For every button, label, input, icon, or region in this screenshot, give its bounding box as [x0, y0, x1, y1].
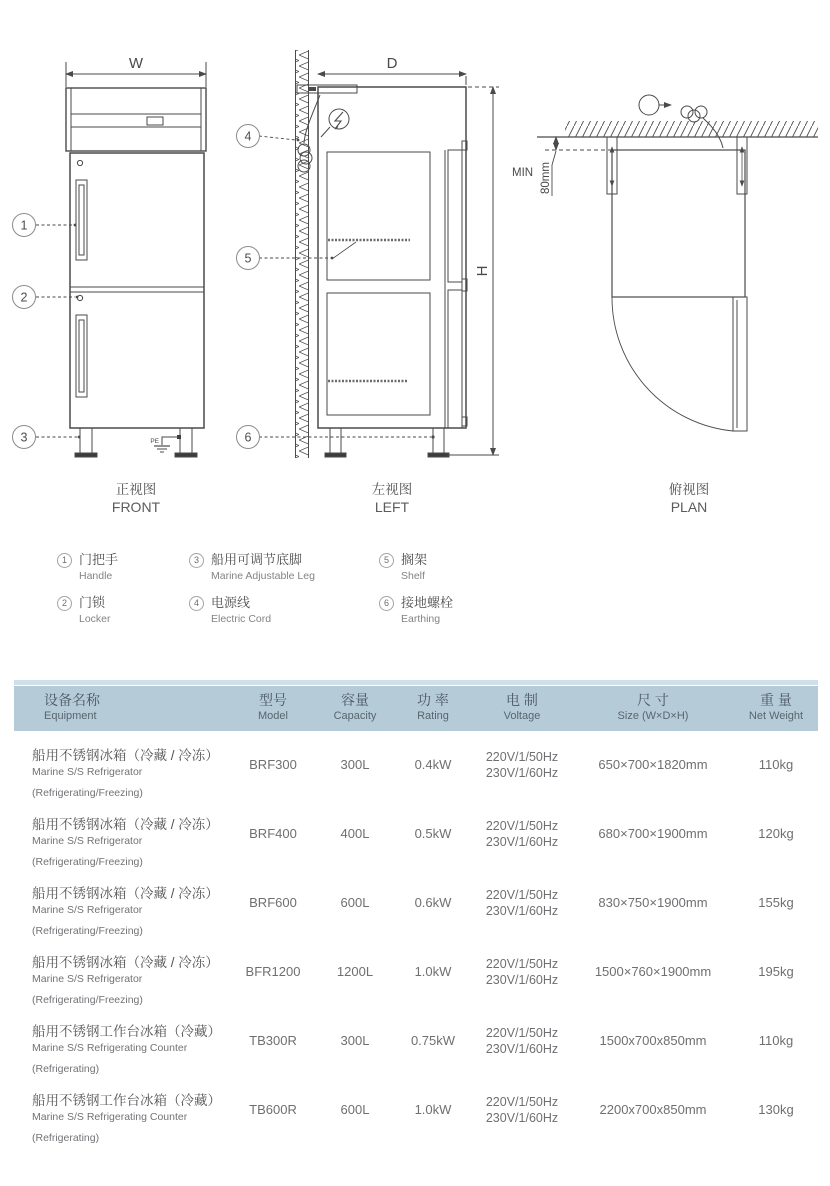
header-cell-voltage: 电 制 Voltage	[503, 692, 541, 722]
shelf-line	[328, 240, 410, 381]
equipment-name-cell: 船用不锈钢冰箱（冷藏 / 冷冻） Marine S/S Refrigerator (Refrigerating/Freezing)	[32, 748, 219, 799]
callout-6	[237, 426, 435, 449]
door-swing	[612, 297, 747, 431]
front-title-en: FRONT	[111, 499, 161, 515]
clearance-value-label: 80mm	[540, 162, 552, 194]
front-legs	[75, 428, 197, 457]
model-cell: TB600R	[249, 1102, 297, 1117]
legend-label-zh: 电源线	[211, 595, 251, 610]
equipment-name-cell: 船用不锈钢冰箱（冷藏 / 冷冻） Marine S/S Refrigerator (Refrigerating/Freezing)	[32, 817, 219, 868]
header-cell-rating: 功 率 Rating	[417, 692, 449, 722]
svg-text:4: 4	[244, 129, 252, 144]
table-row	[14, 1085, 818, 1154]
left-view-drawing	[237, 50, 500, 515]
equipment-name-cell: 船用不锈钢冰箱（冷藏 / 冷冻） Marine S/S Refrigerator (Refrigerating/Freezing)	[32, 886, 219, 937]
capacity-cell: 1200L	[336, 964, 374, 979]
front-view-drawing	[13, 55, 207, 515]
voltage-cell: 220V/1/50Hz 230V/1/60Hz	[485, 888, 559, 918]
spec-table-header	[14, 686, 818, 731]
plan-title-en: PLAN	[670, 499, 708, 515]
legend-number-badge: 1	[57, 553, 72, 568]
parts-legend	[0, 552, 830, 652]
weight-cell: 110kg	[758, 757, 794, 772]
spec-table	[14, 680, 818, 1154]
capacity-cell: 300L	[340, 1033, 370, 1048]
rating-cell: 0.75kW	[410, 1033, 456, 1048]
rating-cell: 0.5kW	[414, 826, 452, 841]
table-top-strip	[14, 680, 818, 685]
svg-text:1: 1	[20, 218, 28, 233]
svg-text:2: 2	[20, 290, 28, 305]
capacity-cell: 600L	[340, 895, 370, 910]
model-cell: BRF400	[249, 826, 297, 841]
legend-number-badge: 2	[57, 596, 72, 611]
legend-label-en: Handle	[79, 570, 113, 582]
size-cell: 1500×760×1900mm	[594, 964, 712, 979]
plan-title-zh: 俯视图	[668, 482, 710, 497]
voltage-cell: 220V/1/50Hz 230V/1/60Hz	[485, 1026, 559, 1056]
equipment-name-cell: 船用不锈钢冰箱（冷藏 / 冷冻） Marine S/S Refrigerator (Refrigerating/Freezing)	[32, 955, 219, 1006]
header-cell-capacity: 容量 Capacity	[333, 692, 377, 722]
door-lock-top	[77, 160, 82, 165]
model-cell: BFR1200	[245, 964, 301, 979]
door-handle-top	[76, 180, 87, 260]
weight-cell: 110kg	[758, 1033, 794, 1048]
table-row	[14, 878, 818, 947]
plug-icon	[639, 95, 671, 115]
legend-label-en: Electric Cord	[211, 613, 272, 625]
capacity-cell: 300L	[340, 757, 370, 772]
weight-cell: 155kg	[758, 895, 794, 910]
legend-label-zh: 门锁	[79, 595, 106, 610]
ground-symbol-icon	[150, 435, 181, 452]
size-cell: 650×700×1820mm	[598, 757, 708, 772]
legend-number-badge: 5	[379, 553, 394, 568]
model-cell: TB300R	[249, 1033, 297, 1048]
legend-number-badge: 3	[189, 553, 204, 568]
table-row	[14, 809, 818, 878]
door-lock-bottom	[77, 295, 82, 300]
technical-drawings	[0, 0, 830, 530]
left-title-zh: 左视图	[371, 482, 413, 497]
legend-label-en: Locker	[79, 613, 111, 625]
pe-label: PE	[150, 438, 159, 445]
svg-text:5: 5	[244, 251, 252, 266]
front-title-zh: 正视图	[115, 482, 157, 497]
equipment-name-cell: 船用不锈钢工作台冰箱（冷藏） Marine S/S Refrigerating Counter (Refrigerating)	[32, 1093, 221, 1144]
size-cell: 1500x700x850mm	[599, 1033, 707, 1048]
lightning-icon	[321, 109, 349, 137]
table-row	[14, 1016, 818, 1085]
legend-number-badge: 6	[379, 596, 394, 611]
legend-label-zh: 门把手	[79, 552, 119, 567]
legend-number-badge: 4	[189, 596, 204, 611]
legend-item	[189, 595, 315, 626]
legend-item	[189, 552, 315, 583]
wall-hatch	[296, 50, 309, 458]
header-cell-model: 型号 Model	[258, 692, 288, 722]
svg-text:3: 3	[20, 430, 28, 445]
size-cell: 830×750×1900mm	[598, 895, 708, 910]
rating-cell: 1.0kW	[414, 964, 452, 979]
plan-view-drawing	[512, 95, 818, 515]
ceiling-wall-hatch	[537, 121, 818, 137]
width-dim-label: W	[128, 55, 144, 72]
min-clearance-label: MIN	[512, 167, 534, 179]
voltage-cell: 220V/1/50Hz 230V/1/60Hz	[485, 819, 559, 849]
legend-item	[379, 552, 453, 583]
model-cell: BRF300	[249, 757, 297, 772]
header-cell-size: 尺 寸 Size (W×D×H)	[617, 692, 689, 722]
capacity-cell: 600L	[340, 1102, 370, 1117]
svg-text:6: 6	[244, 430, 252, 445]
callout-2	[13, 286, 79, 309]
rating-cell: 1.0kW	[414, 1102, 452, 1117]
capacity-cell: 400L	[340, 826, 370, 841]
legend-label-en: Marine Adjustable Leg	[211, 570, 315, 582]
voltage-cell: 220V/1/50Hz 230V/1/60Hz	[485, 750, 559, 780]
weight-cell: 195kg	[758, 964, 794, 979]
callout-5	[237, 247, 334, 270]
legend-item	[57, 552, 118, 583]
rating-cell: 0.6kW	[414, 895, 452, 910]
weight-cell: 130kg	[758, 1102, 794, 1117]
size-cell: 680×700×1900mm	[598, 826, 708, 841]
legend-label-en: Earthing	[401, 613, 441, 625]
legend-item	[379, 595, 453, 626]
door-handle-bottom	[76, 315, 87, 397]
left-legs	[325, 428, 449, 457]
table-row	[14, 947, 818, 1016]
left-title-en: LEFT	[374, 499, 410, 515]
weight-cell: 120kg	[758, 826, 794, 841]
plan-brackets	[607, 137, 747, 194]
height-dim-label: H	[474, 265, 491, 277]
depth-dim-label: D	[386, 55, 398, 72]
callout-3	[13, 426, 81, 449]
model-cell: BRF600	[249, 895, 297, 910]
legend-label-zh: 搁架	[401, 552, 428, 567]
legend-label-en: Shelf	[401, 570, 425, 582]
voltage-cell: 220V/1/50Hz 230V/1/60Hz	[485, 957, 559, 987]
size-cell: 2200x700x850mm	[599, 1102, 707, 1117]
legend-label-zh: 接地螺栓	[401, 595, 454, 610]
header-cell-weight: 重 量 Net Weight	[748, 692, 804, 722]
min-clearance-dim	[512, 137, 612, 196]
header-cell-equipment: 设备名称 Equipment	[44, 692, 100, 722]
table-row	[14, 740, 818, 809]
legend-label-zh: 船用可调节底脚	[211, 552, 303, 567]
equipment-name-cell: 船用不锈钢工作台冰箱（冷藏） Marine S/S Refrigerating Counter (Refrigerating)	[32, 1024, 221, 1075]
rating-cell: 0.4kW	[414, 757, 452, 772]
nameplate	[147, 117, 163, 125]
callout-1	[13, 214, 77, 237]
callout-4	[237, 125, 300, 148]
legend-item	[57, 595, 118, 626]
voltage-cell: 220V/1/50Hz 230V/1/60Hz	[485, 1095, 559, 1125]
